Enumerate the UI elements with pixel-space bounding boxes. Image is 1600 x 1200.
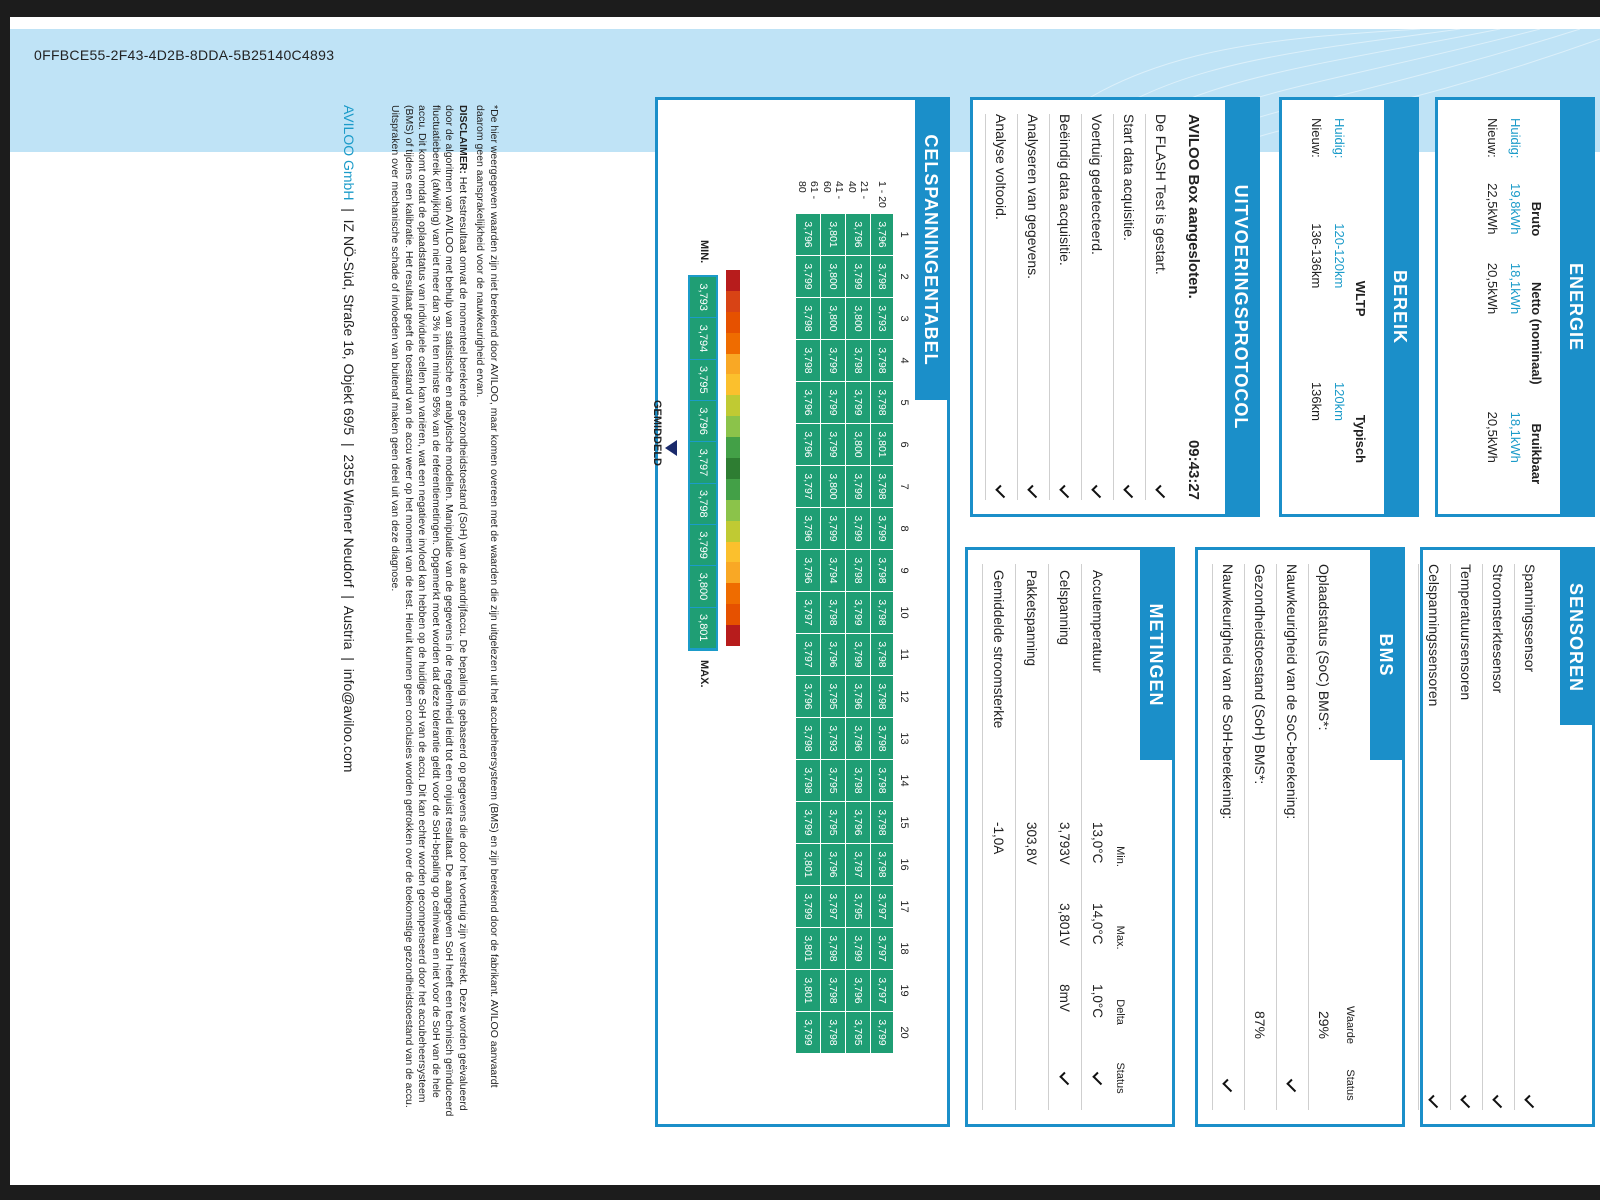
- cell-voltage: 3,799: [846, 466, 870, 507]
- cell-col-header: 17: [898, 900, 910, 913]
- bereik-value: 120-120km: [1332, 223, 1347, 289]
- energie-header-bruikbaar: Bruikbaar: [1529, 423, 1544, 485]
- uitvoering-title: UITVOERINGSPROTOCOL: [1225, 100, 1257, 514]
- metingen-row: Celspanning 3,793V 3,801V 8mV: [1049, 564, 1082, 1110]
- cell-col-header: 7: [898, 483, 910, 490]
- bereik-row-label: Nieuw:: [1309, 118, 1324, 158]
- bms-row: Gezondheidstoestand (SoH) BMS*: 87%: [1244, 564, 1276, 1110]
- cell-voltage: 3,799: [796, 802, 820, 843]
- bms-row: Oplaadstatus (SoC) BMS*: 29%: [1308, 564, 1340, 1110]
- scale-value: 3,798: [690, 484, 716, 525]
- cell-voltage: 3,801: [796, 844, 820, 885]
- disclaimer: [388, 105, 500, 1125]
- rotated-report: [20, 97, 1595, 1147]
- cell-col-header: 20: [898, 1026, 910, 1039]
- cell-voltage: 3,796: [796, 382, 820, 423]
- metingen-header-max: Max.: [1114, 925, 1126, 950]
- cell-col-header: 3: [898, 315, 910, 322]
- cell-voltage: 3,797: [846, 844, 870, 885]
- cell-voltage: 3,795: [821, 760, 845, 801]
- cell-voltage: 3,796: [846, 214, 870, 255]
- cell-col-header: 6: [898, 441, 910, 448]
- cell-voltage: 3,795: [821, 802, 845, 843]
- document-id: 0FFBCE55-2F43-4D2B-8DDA-5B25140C4893: [34, 47, 335, 63]
- cell-voltage: 3,797: [796, 634, 820, 675]
- cell-voltage: 3,798: [871, 592, 893, 633]
- cell-voltage: 3,798: [871, 718, 893, 759]
- cell-voltage: 3,799: [821, 340, 845, 381]
- check-icon: [1491, 1092, 1507, 1110]
- check-icon: [1285, 1060, 1301, 1110]
- cell-row: [846, 181, 870, 1053]
- bereik-header-typisch: Typisch: [1353, 414, 1368, 464]
- cell-voltage: 3,799: [796, 886, 820, 927]
- cell-voltage: 3,796: [846, 802, 870, 843]
- cell-voltage: 3,799: [796, 256, 820, 297]
- protocol-step: Analyseren van gegevens.: [1017, 114, 1049, 500]
- cell-voltage: 3,800: [846, 298, 870, 339]
- protocol-step: Beëindig data acquisitie.: [1049, 114, 1081, 500]
- cell-row: [821, 181, 845, 1053]
- cell-voltage: 3,796: [796, 550, 820, 591]
- cell-voltage: 3,798: [871, 844, 893, 885]
- footer-city: 2355 Wiener Neudorf: [341, 454, 357, 588]
- cell-row: [796, 181, 820, 1053]
- cell-voltage: 3,796: [796, 508, 820, 549]
- check-icon: [1523, 1092, 1539, 1110]
- cell-voltage: 3,800: [821, 466, 845, 507]
- bereik-value: 136-136km: [1309, 223, 1324, 289]
- metingen-table: [982, 564, 1126, 1110]
- cell-voltage: 3,798: [871, 256, 893, 297]
- cell-voltage: 3,799: [821, 508, 845, 549]
- energie-value: 18,1kWh: [1508, 411, 1523, 463]
- cell-col-header: 15: [898, 816, 910, 829]
- energie-row-label: Nieuw:: [1485, 118, 1500, 158]
- cell-col-header: 16: [898, 858, 910, 871]
- cell-voltage: 3,799: [846, 634, 870, 675]
- cell-voltage: 3,798: [871, 760, 893, 801]
- disclaimer-text: Het testresultaat omvat de momenteel berekende gezondheidstoestand (SoH) van de aandrijfaccu. De bepaling is gebaseerd op gegevens die door het voertuig zijn verstrekt. Deze worden geëvalueerd door de algoritmen van AVILOO met behulp van statistische en analytische modellen. Manipulatie van de gegevens in de regelenheid leidt tot een onjuist resultaat. De aangegeven SoH heeft een technisch geïnduceerd fluctuatiebereik (afwijking) van niet meer dan 3% in ten minste 95% van de referentiemetingen. Opgemerkt moet worden dat deze tolerantie geldt voor de SoH-bepaling op celniveau en niet voor de SoH van de hele accu. Dit komt omdat de oplaadstatus van individuele cellen kan variëren, wat een negatieve invloed kan hebben op de huidige SoH van de accu. Dit kan echter worden gecompenseerd door het accubeheersysteem (BMS) of tijdens een kalibratie. Het resultaat geeft de toestand van de accu weer op het moment van de test. Hieruit kunnen geen conclusies worden getrokken over de toekomstige gezondheidstoestand van de accu. Uitspraken over mechanische schade of invloeden van buitenaf maken geen deel uit van deze diagnose.: [389, 105, 469, 1117]
- footer-address: IZ NÖ-Süd, Straße 16, Objekt 69/5: [341, 219, 357, 436]
- energie-title: ENERGIE: [1560, 100, 1592, 514]
- metingen-row: Pakketspanning 303,8V: [1016, 564, 1049, 1110]
- cell-voltage: 3,793: [821, 718, 845, 759]
- check-icon: [1082, 1046, 1115, 1110]
- cell-voltage: 3,798: [871, 802, 893, 843]
- metingen-row: Accutemperatuur 13,0°C 14,0°C 1,0°C: [1082, 564, 1115, 1110]
- cell-voltage: 3,801: [796, 970, 820, 1011]
- energie-row-label: Huidig:: [1508, 118, 1523, 159]
- cell-voltage: 3,799: [846, 592, 870, 633]
- bereik-value: 136km: [1309, 381, 1324, 421]
- uitvoering-time: 09:43:27: [1185, 439, 1203, 500]
- cell-voltage: 3,801: [796, 928, 820, 969]
- cell-voltage: 3,800: [821, 298, 845, 339]
- energie-panel: [1435, 97, 1595, 517]
- cell-voltage: 3,796: [821, 634, 845, 675]
- cell-voltage: 3,798: [871, 340, 893, 381]
- cell-voltage: 3,799: [821, 424, 845, 465]
- cell-voltage: 3,798: [821, 1012, 845, 1053]
- check-icon: [1427, 1092, 1443, 1110]
- footer-country: Austria: [341, 605, 357, 650]
- uitvoering-panel: [970, 97, 1260, 517]
- cell-col-header: 9: [898, 567, 910, 574]
- bms-row: Nauwkeurigheid van de SoH-berekening:: [1212, 564, 1244, 1110]
- cell-voltage: 3,797: [796, 592, 820, 633]
- bms-value: 87%: [1252, 1010, 1269, 1040]
- cell-voltage: 3,795: [846, 886, 870, 927]
- protocol-step: Start data acquisitie.: [1113, 114, 1145, 500]
- check-icon: [1221, 1060, 1237, 1110]
- cell-voltage: 3,796: [846, 676, 870, 717]
- cell-voltage: 3,798: [796, 760, 820, 801]
- scale-max-label: MAX.: [698, 660, 710, 688]
- footer-email[interactable]: info@aviloo.com: [341, 668, 357, 773]
- bms-header-status: Status: [1344, 1069, 1356, 1101]
- scale-value: 3,794: [690, 318, 716, 359]
- energie-header-netto: Netto (nominaal): [1529, 281, 1544, 385]
- disclaimer-label: DISCLAIMER:: [457, 105, 469, 174]
- cell-row: [871, 181, 893, 1053]
- protocol-step: De FLASH Test is gestart.: [1145, 114, 1177, 500]
- footer-company: AVILOO GmbH: [341, 105, 357, 201]
- document-page: [10, 17, 1600, 1185]
- cell-voltage: 3,796: [821, 844, 845, 885]
- cell-voltage: 3,798: [796, 340, 820, 381]
- cell-voltage: 3,799: [821, 382, 845, 423]
- scale-value: 3,799: [690, 525, 716, 566]
- cell-voltage: 3,797: [871, 886, 893, 927]
- bereik-value: 120km: [1332, 381, 1347, 421]
- cell-voltage: 3,796: [871, 214, 893, 255]
- cell-col-header: 12: [898, 690, 910, 703]
- scale-value: 3,797: [690, 442, 716, 483]
- cell-voltage: 3,798: [846, 340, 870, 381]
- metingen-header-status: Status: [1114, 1062, 1126, 1094]
- sensor-row: Temperatuursensoren: [1450, 564, 1482, 1110]
- energie-value: 19,8kWh: [1508, 183, 1523, 235]
- check-icon: [1122, 482, 1138, 500]
- cell-col-header: 1: [898, 231, 910, 238]
- cell-voltage: 3,798: [846, 760, 870, 801]
- cell-row-label: 61 - 80: [796, 181, 820, 200]
- voltage-color-scale: [726, 270, 740, 646]
- sensoren-title: SENSOREN: [1560, 550, 1592, 725]
- cell-voltage: 3,798: [871, 382, 893, 423]
- metingen-panel: [965, 547, 1175, 1127]
- cell-col-header: 2: [898, 273, 910, 280]
- voltage-scale-values: [688, 275, 718, 651]
- scale-min-label: MIN.: [698, 240, 710, 264]
- cell-voltage: 3,798: [871, 550, 893, 591]
- cell-voltage: 3,801: [871, 424, 893, 465]
- energie-value: 20,5kWh: [1485, 411, 1500, 463]
- cell-voltage: 3,799: [846, 928, 870, 969]
- cell-col-header: 19: [898, 984, 910, 997]
- cell-voltage: 3,796: [846, 970, 870, 1011]
- cell-voltage: 3,799: [871, 1012, 893, 1053]
- bereik-table: [1305, 114, 1370, 500]
- bms-row: Nauwkeurigheid van de SoC-berekening:: [1276, 564, 1308, 1110]
- cell-voltage: 3,798: [846, 550, 870, 591]
- scale-value: 3,793: [690, 277, 716, 318]
- check-icon: [1090, 482, 1106, 500]
- celspanning-panel: [651, 97, 950, 1127]
- footer: AVILOO GmbH | IZ NÖ-Süd, Straße 16, Objekt 69/5 | 2355 Wiener Neudorf | Austria | info@aviloo.com: [341, 105, 357, 773]
- bereik-title: BEREIK: [1384, 100, 1416, 514]
- cell-voltage-table: [795, 180, 915, 1054]
- sensoren-panel: [1420, 547, 1595, 1127]
- metingen-row: Gemiddelde stroomsterkte -1,0A: [983, 564, 1016, 1110]
- cell-voltage: 3,801: [821, 214, 845, 255]
- cell-row-label: 1 - 20: [876, 181, 888, 208]
- cell-voltage: 3,800: [846, 424, 870, 465]
- bms-header-waarde: Waarde: [1344, 1005, 1356, 1045]
- cell-col-header: 5: [898, 399, 910, 406]
- cell-voltage: 3,800: [821, 256, 845, 297]
- cell-row-label: 21 - 40: [846, 181, 870, 200]
- cell-voltage: 3,798: [821, 928, 845, 969]
- sensor-row: Celspanningssensoren: [1418, 564, 1450, 1110]
- scale-value: 3,801: [690, 608, 716, 649]
- check-icon: [1154, 482, 1170, 500]
- cell-voltage: 3,799: [871, 508, 893, 549]
- energie-header-bruto: Bruto: [1529, 201, 1544, 237]
- scale-average-label: GEMIDDELD: [651, 400, 663, 466]
- cell-voltage: 3,797: [871, 970, 893, 1011]
- cell-col-header: 4: [898, 357, 910, 364]
- cell-voltage: 3,795: [846, 1012, 870, 1053]
- scale-value: 3,800: [690, 566, 716, 607]
- scale-value: 3,795: [690, 360, 716, 401]
- cell-col-header: 11: [898, 648, 910, 661]
- bereik-row-label: Huidig:: [1332, 118, 1347, 159]
- uitvoering-heading: AVILOO Box aangesloten.: [1185, 114, 1203, 299]
- cell-voltage: 3,799: [846, 508, 870, 549]
- cell-voltage: 3,799: [796, 1012, 820, 1053]
- celspanning-title: CELSPANNINGENTABEL: [915, 100, 947, 400]
- cell-voltage: 3,798: [821, 592, 845, 633]
- cell-voltage: 3,796: [846, 718, 870, 759]
- cell-col-header: 18: [898, 942, 910, 955]
- cell-voltage: 3,797: [871, 928, 893, 969]
- metingen-header-delta: Delta: [1114, 999, 1126, 1025]
- bms-title: BMS: [1370, 550, 1402, 760]
- sensor-row: Stroomsterktesensor: [1482, 564, 1514, 1110]
- scale-value: 3,796: [690, 401, 716, 442]
- cell-voltage: 3,798: [871, 466, 893, 507]
- check-icon: [1459, 1092, 1475, 1110]
- cell-voltage: 3,793: [871, 298, 893, 339]
- cell-voltage: 3,796: [796, 424, 820, 465]
- cell-col-header: 13: [898, 732, 910, 745]
- energie-value: 20,5kWh: [1485, 262, 1500, 315]
- disclaimer-note: *De hier weergegeven waarden zijn niet berekend door AVILOO, maar komen overeen met de waarden die zijn uitgelezen uit het accubeheersysteem (BMS) en zijn berekend door de fabrikant. AVILOO aanvaardt daarom geen aansprakelijkheid voor de nauwkeurigheid ervan.: [474, 105, 500, 1088]
- cell-voltage: 3,797: [796, 466, 820, 507]
- check-icon: [1058, 482, 1074, 500]
- bms-value: 29%: [1316, 1010, 1333, 1040]
- protocol-step: Analyse voltooid.: [985, 114, 1017, 500]
- check-icon: [1026, 482, 1042, 500]
- energie-table: [1481, 114, 1546, 500]
- average-marker-icon: [665, 440, 677, 456]
- cell-voltage: 3,799: [846, 256, 870, 297]
- bereik-panel: [1279, 97, 1419, 517]
- cell-voltage: 3,798: [796, 718, 820, 759]
- energie-value: 22,5kWh: [1485, 183, 1500, 235]
- metingen-title: METINGEN: [1140, 550, 1172, 760]
- check-icon: [994, 482, 1010, 500]
- bms-panel: [1195, 547, 1405, 1127]
- cell-voltage: 3,798: [871, 676, 893, 717]
- check-icon: [1049, 1046, 1082, 1110]
- cell-row-label: 41 - 60: [821, 181, 845, 200]
- cell-col-header: 8: [898, 525, 910, 532]
- cell-voltage: 3,796: [796, 676, 820, 717]
- cell-col-header: 10: [898, 606, 910, 619]
- bereik-header-wltp: WLTP: [1353, 280, 1368, 317]
- cell-col-header: 14: [898, 774, 910, 787]
- cell-voltage: 3,796: [796, 214, 820, 255]
- cell-voltage: 3,799: [846, 382, 870, 423]
- energie-value: 18,1kWh: [1508, 262, 1523, 315]
- sensor-row: Spanningssensor: [1514, 564, 1546, 1110]
- metingen-header-min: Min.: [1114, 846, 1126, 867]
- protocol-step: Voertuig gedetecteerd.: [1081, 114, 1113, 500]
- cell-voltage: 3,797: [821, 886, 845, 927]
- cell-voltage: 3,794: [821, 550, 845, 591]
- cell-voltage: 3,798: [821, 970, 845, 1011]
- cell-voltage: 3,798: [871, 634, 893, 675]
- cell-voltage: 3,795: [821, 676, 845, 717]
- cell-voltage: 3,798: [796, 298, 820, 339]
